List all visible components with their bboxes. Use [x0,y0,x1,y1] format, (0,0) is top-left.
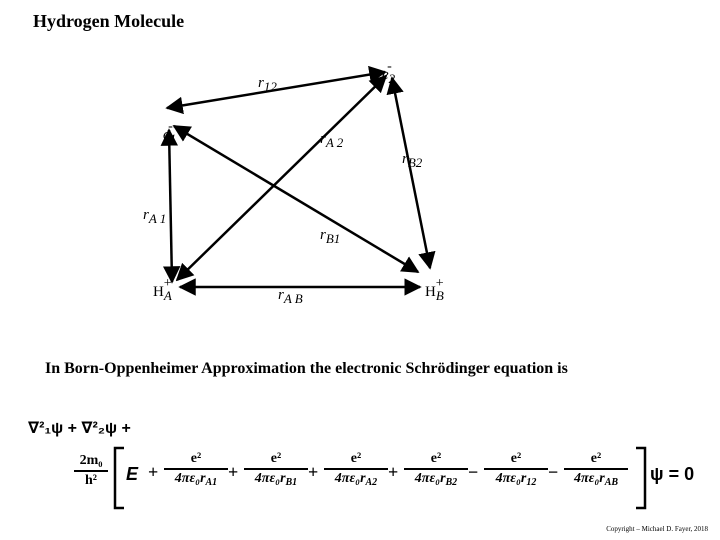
label-e2: e2- [382,59,396,86]
term-numerator: e² [404,451,468,470]
term-numerator: e² [244,451,308,470]
arrow-rA2 [177,76,386,280]
term-sign: + [388,462,399,482]
term-fraction [324,451,388,488]
label-rA2: rA 2 [320,131,344,150]
term-numerator: e² [484,451,548,470]
copyright-text: Copyright – Michael D. Fayer, 2018 [606,525,708,533]
term-numerator: e² [164,451,228,470]
arrow-rB1 [174,126,418,272]
term-sign: − [468,462,479,482]
term-sign: + [148,462,159,482]
term-fraction [484,451,548,488]
left-bracket [112,446,126,510]
term-denominator: $4\pi\varepsilon_0r_{B1}$ [254,471,298,488]
term-sign: + [308,462,319,482]
term-numerator: e² [564,451,628,470]
term-fraction [164,451,228,488]
term-numerator: e² [324,451,388,470]
label-HB: HB+ [425,276,444,303]
label-rB2: rB2 [402,151,423,170]
energy-symbol: E [126,464,139,484]
term-fraction [564,451,628,488]
equation-line1: ∇²₁ψ + ∇²₂ψ + [28,420,131,437]
term-denominator: $4\pi\varepsilon_0r_{AB}$ [573,471,619,488]
label-e1: e1- [163,119,177,146]
right-bracket [634,446,648,510]
label-rA1: rA 1 [143,207,167,226]
label-rB1: rB1 [320,227,341,246]
prefactor-fraction: $\frac{\text{2m₀}}{\text{h²}}$ [74,453,108,489]
statement-text: In Born-Oppenheimer Approximation the electronic Schrödinger equation is [45,360,568,377]
arrow-rB2 [392,78,430,268]
term-denominator: $4\pi\varepsilon_0r_{B2}$ [414,471,458,488]
term-denominator: $4\pi\varepsilon_0r_{A1}$ [174,471,218,488]
arrow-rA1 [169,130,172,282]
term-denominator: $4\pi\varepsilon_0r_{A2}$ [334,471,378,488]
page-title: Hydrogen Molecule [33,11,185,31]
term-fraction [404,451,468,488]
label-HA: HA+ [153,276,172,303]
label-rAB: rA B [278,287,303,306]
term-fraction [244,451,308,488]
label-r12: r12 [258,75,277,94]
term-sign: − [548,462,559,482]
equation-rhs: ψ = 0 [650,464,695,484]
term-denominator: $4\pi\varepsilon_0r_{12}$ [495,471,537,488]
term-sign: + [228,462,239,482]
